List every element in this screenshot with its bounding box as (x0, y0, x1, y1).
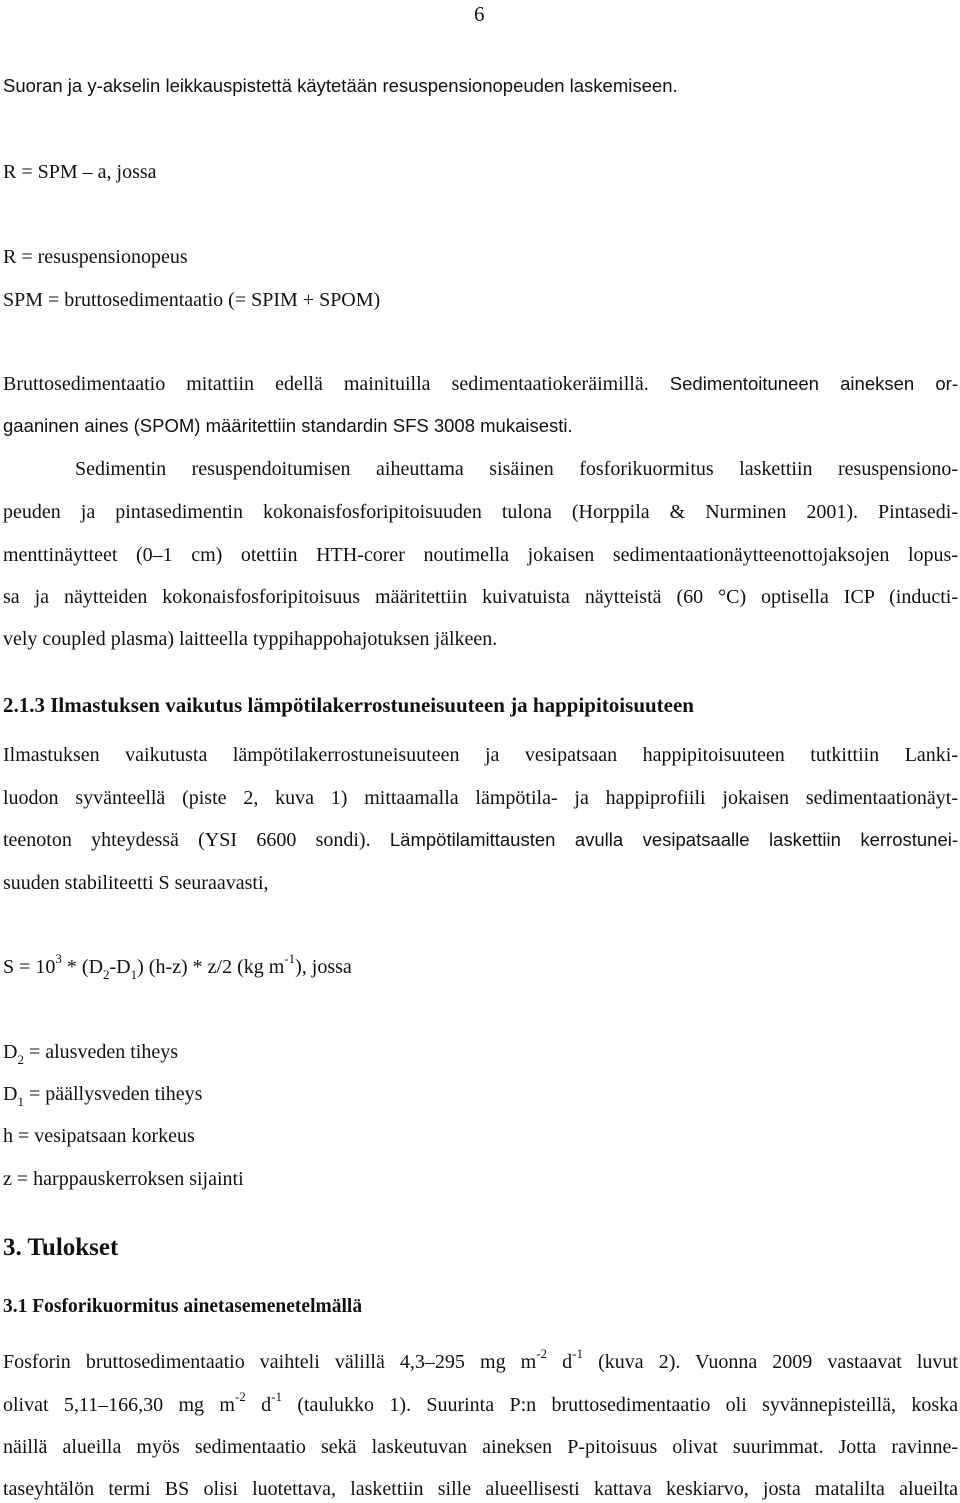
formula-sup: -1 (284, 951, 296, 967)
definition-sub: 2 (17, 1052, 24, 1067)
paragraph-text: Fosforin bruttosedimentaatio vaihteli välillä 4,3–295 mg m (3, 1351, 537, 1373)
paragraph-line: Sedimentin resuspendoitumisen aiheuttama sisäinen fosforikuormitus laskettiin resuspensiono- (75, 458, 958, 480)
definition-d1 (3, 1082, 203, 1109)
formula-s (3, 951, 352, 982)
paragraph-line: gaaninen aines (SPOM) määritettiin standardin SFS 3008 mukaisesti. (3, 415, 573, 436)
formula-text: ) (h-z) * z/2 (kg m (137, 956, 285, 978)
formula-text: S = 10 (3, 956, 56, 978)
formula-sub: 1 (130, 967, 138, 982)
intro-line: Suoran ja y-akselin leikkauspistettä käytetään resuspensionopeuden laskemiseen. (3, 75, 678, 96)
paragraph-line: luodon syvänteellä (piste 2, kuva 1) mittaamalla lämpötila- ja happiprofiili jokaisen sedimentaationäyt- (3, 787, 958, 809)
paragraph-text: d (547, 1351, 573, 1373)
paragraph-text: (taulukko 1). Suurinta P:n bruttosedimentaatio oli syvännepisteillä, koska (282, 1394, 959, 1416)
paragraph-line: sa ja näytteiden kokonaisfosforipitoisuus määritettiin kuivatuista näytteistä (60 °C) optisella ICP (inducti- (3, 586, 958, 608)
definition-r: R = resuspensionopeus (3, 246, 188, 268)
paragraph-text: olivat 5,11–166,30 mg m (3, 1394, 235, 1416)
paragraph-sup: -2 (536, 1346, 548, 1362)
definition-spm: SPM = bruttosedimentaatio (= SPIM + SPOM) (3, 289, 381, 311)
paragraph-text: Lämpötilamittausten avulla vesipatsaalle laskettiin kerrostunei- (389, 829, 959, 850)
formula-r: R = SPM – a, jossa (3, 161, 157, 183)
definition-symbol: D (3, 1083, 18, 1105)
formula-text: ), jossa (295, 956, 352, 978)
paragraph-sup: -2 (234, 1389, 246, 1405)
definition-text: = alusveden tiheys (23, 1041, 178, 1063)
paragraph-line: vely coupled plasma) laitteella typpihappohajotuksen jälkeen. (3, 628, 498, 650)
definition-symbol: D (3, 1041, 18, 1063)
formula-sup: 3 (55, 951, 62, 967)
paragraph-text: Sedimentoituneen aineksen or- (669, 373, 958, 394)
section-heading-3: 3. Tulokset (3, 1234, 119, 1261)
formula-text: * (D (61, 956, 104, 978)
paragraph-line: suuden stabiliteetti S seuraavasti, (3, 872, 269, 894)
paragraph-text: d (245, 1394, 272, 1416)
formula-text: -D (109, 956, 131, 978)
definition-h: h = vesipatsaan korkeus (3, 1125, 195, 1147)
paragraph-line (3, 372, 958, 396)
paragraph-line: menttinäytteet (0–1 cm) otettiin HTH-corer noutimella jokaisen sedimentaationäytteenottojaksojen lopus- (3, 544, 958, 566)
paragraph-text: teenoton yhteydessä (YSI 6600 sondi). (3, 829, 371, 851)
definition-z: z = harppauskerroksen sijainti (3, 1168, 244, 1190)
paragraph-line (3, 1346, 958, 1374)
paragraph-line: näillä alueilla myös sedimentaatio sekä laskeutuvan aineksen P-pitoisuus olivat suurimmat. Jotta ravinne- (3, 1436, 958, 1458)
paragraph-line (3, 1389, 959, 1417)
paragraph-line: Ilmastuksen vaikutusta lämpötilakerrostuneisuuteen ja vesipatsaan happipitoisuuteen tutkittiin Lanki- (3, 744, 958, 766)
paragraph-text: Bruttosedimentaatio mitattiin edellä mainituilla sedimentaatiokeräimillä. (3, 373, 649, 395)
paragraph-sup: -1 (271, 1389, 282, 1405)
paragraph-line: peuden ja pintasedimentin kokonaisfosforipitoisuuden tulona (Horppila & Nurminen 2001). Pintasedi- (3, 501, 958, 523)
definition-text: = päällysveden tiheys (23, 1083, 203, 1105)
paragraph-text: (kuva 2). Vuonna 2009 vastaavat luvut (583, 1351, 958, 1373)
paragraph-line: taseyhtälön termi BS olisi luotettava, laskettiin sille alueellisesti kattava keskiarvo, josta matalilta alueilta (3, 1478, 958, 1500)
section-heading-2-1-3: 2.1.3 Ilmastuksen vaikutus lämpötilakerrostuneisuuteen ja happipitoisuuteen (3, 693, 694, 717)
paragraph-sup: -1 (572, 1346, 583, 1362)
definition-d2 (3, 1040, 178, 1067)
formula-sub: 2 (103, 967, 110, 982)
page-number: 6 (474, 2, 485, 26)
definition-sub: 1 (17, 1094, 24, 1109)
section-heading-3-1: 3.1 Fosforikuormitus ainetasemenetelmällä (3, 1296, 363, 1317)
paragraph-line (3, 828, 958, 852)
